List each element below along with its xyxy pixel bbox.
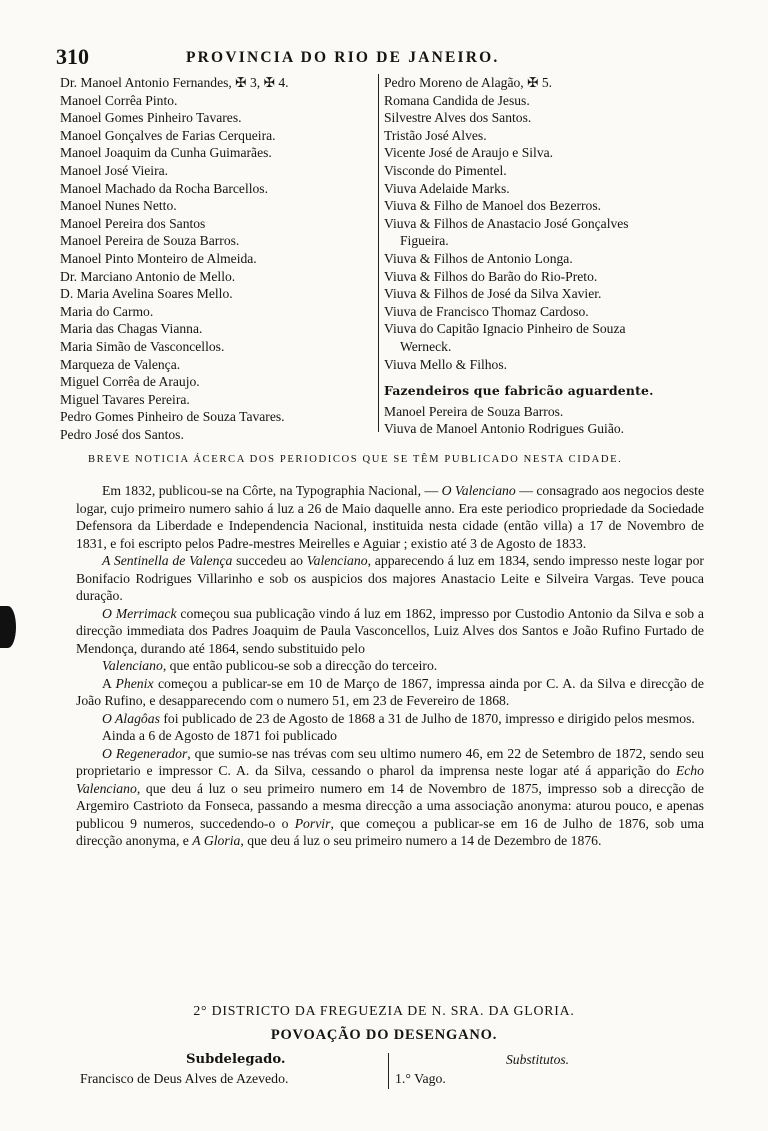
substituto-item: 1.° Vago.: [395, 1071, 446, 1086]
list-item: Viuva & Filhos de José da Silva Xavier.: [384, 286, 602, 302]
paragraph: [76, 727, 704, 745]
list-item-continuation: Figueira.: [400, 233, 449, 249]
text-run: A: [102, 675, 116, 691]
subdelegado-name: Francisco de Deus Alves de Azevedo.: [80, 1071, 289, 1086]
paragraph: [76, 710, 704, 728]
list-item: Manoel Pereira de Souza Barros.: [384, 403, 564, 419]
list-item: Viuva do Capitão Ignacio Pinheiro de Souza: [384, 321, 626, 337]
text-run: , apparecendo á luz em 1834, sendo impresso neste logar por Bonifacio Rodrigues Villarinho e sob os auspicios dos majores Anastacio Leite e Silveira Vargas. Teve pouca duração.: [76, 553, 704, 603]
periodical-title: O Regenerador: [102, 745, 188, 761]
list-item: Manoel Pinto Monteiro de Almeida.: [60, 250, 257, 266]
list-item: Manoel Gonçalves de Farias Cerqueira.: [60, 127, 276, 143]
list-item: Visconde do Pimentel.: [384, 162, 507, 178]
list-item: Pedro Gomes Pinheiro de Souza Tavares.: [60, 409, 285, 425]
subdelegado-label: Subdelegado.: [186, 1052, 286, 1067]
settlement-heading: POVOAÇÃO DO DESENGANO.: [270, 1027, 498, 1043]
list-item: Maria Simão de Vasconcellos.: [60, 338, 225, 354]
periodical-title: A Gloria: [192, 833, 241, 848]
text-run: foi publicado de 23 de Agosto de 1868 a 31 de Julho de 1870, impresso e dirigido pelos mesmos.: [159, 710, 695, 726]
periodical-title: Valenciano: [306, 553, 368, 568]
text-run: , que sumio-se nas trévas com seu ultimo numero 46, em 22 de Setembro de 1872, sendo seu proprietario e impressor C. A. da Silva, cessando o pharol da imprensa neste logar até á apparição do: [76, 745, 704, 778]
list-item: Manoel Gomes Pinheiro Tavares.: [60, 110, 242, 126]
body-text: [76, 482, 704, 850]
list-item: Romana Candida de Jesus.: [384, 92, 530, 108]
page-title: PROVINCIA DO RIO DE JANEIRO.: [186, 49, 500, 66]
text-run: , que então publicou-se sob a direcção do terceiro.: [162, 658, 438, 673]
district-heading: 2° DISTRICTO DA FREGUEZIA DE N. SRA. DA GLORIA.: [193, 1003, 575, 1018]
text-run: , que começou a publicar-se em 16 de Julho de 1876, sob uma direcção anonyma, e: [76, 815, 704, 848]
list-item: Manoel Pereira dos Santos: [60, 215, 206, 231]
list-item: D. Maria Avelina Soares Mello.: [60, 286, 233, 302]
list-item: Dr. Manoel Antonio Fernandes, ✠ 3, ✠ 4.: [60, 75, 289, 90]
periodical-title: Valenciano: [102, 658, 163, 673]
list-item: Viuva & Filhos do Barão do Rio-Preto.: [384, 268, 598, 284]
text-run: Ainda a 6 de Agosto de 1871 foi publicado: [102, 728, 337, 743]
periodical-title: Echo Valenciano: [76, 763, 704, 796]
paragraph: [76, 605, 704, 658]
text-run: , que deu á luz o seu primeiro numero a 14 de Dezembro de 1876.: [240, 833, 602, 848]
list-item: Viuva Adelaide Marks.: [384, 180, 510, 196]
list-item: Vicente José de Araujo e Silva.: [384, 145, 554, 161]
list-item: Miguel Tavares Pereira.: [60, 391, 190, 407]
list-item: Manoel José Vieira.: [60, 162, 169, 178]
column-divider: [388, 1053, 389, 1089]
list-item: Viuva de Francisco Thomaz Cardoso.: [384, 303, 589, 319]
list-item: Pedro Moreno de Alagão, ✠ 5.: [384, 75, 553, 90]
section-heading: BREVE NOTICIA ÁCERCA DOS PERIODICOS QUE SE TÊM PUBLICADO NESTA CIDADE.: [88, 454, 623, 465]
paragraph: [76, 745, 704, 850]
list-item: Viuva de Manoel Antonio Rodrigues Guião.: [384, 421, 625, 437]
substitutos-label: Substitutos.: [506, 1052, 570, 1067]
list-item: Maria das Chagas Vianna.: [60, 321, 203, 337]
list-item: Manoel Pereira de Souza Barros.: [60, 233, 240, 249]
periodical-title: Porvir: [294, 815, 331, 831]
list-item: Viuva & Filhos de Anastacio José Gonçalves: [384, 215, 629, 231]
list-item: Silvestre Alves dos Santos.: [384, 110, 532, 126]
periodical-title: O Merrimack: [102, 605, 177, 621]
text-run: — consagrado aos negocios deste logar, cujo primeiro numero sahio á luz a 26 de Maio daquelle anno. Era este periodico propriedade da Sociedade Defensora da Liberdade e Independencia Nacional, instituida nesta cidade (então villa) a 17 de Novembro de 1831, e foi escripto pelos Padre-mestres Meirelles e Aguiar ; existio até 3 de Agosto de 1833.: [76, 483, 705, 551]
list-item: Marqueza de Valença.: [60, 356, 181, 372]
list-subheading: Fazendeiros que fabricão aguardente.: [384, 383, 654, 399]
text-run: começou sua publicação vindo á luz em 1862, impresso por Custodio Antonio da Silva e sob a direcção immediata dos Padres Joaquim de Paula Vasconcellos, Luiz Alves dos Santos e João Rufino Furtado de Mendonça, durando até 1864, sendo substituido pelo: [76, 605, 705, 656]
list-item: Manoel Machado da Rocha Barcellos.: [60, 180, 268, 196]
text-run: succedeu ao: [232, 553, 307, 568]
paragraph: [76, 482, 704, 552]
list-item: Manoel Corrêa Pinto.: [60, 92, 178, 108]
periodical-title: O Valenciano: [441, 483, 516, 498]
list-item: Viuva Mello & Filhos.: [384, 356, 508, 372]
periodical-title: O Alagôas: [102, 710, 160, 726]
list-item: Viuva & Filhos de Antonio Longa.: [384, 250, 573, 266]
list-item-continuation: Werneck.: [400, 338, 452, 354]
binding-shadow: [0, 606, 16, 648]
paragraph: [76, 675, 704, 710]
periodical-title: Phenix: [115, 675, 154, 691]
text-run: , que deu á luz o seu primeiro numero em 14 de Novembro de 1875, impresso sob a direcção de Argemiro Castrioto da Fonseca, passando a mesma direcção a uma associação anonyma: aturou pouco, e apenas publicou 9 numeros, succedendo-o o: [76, 780, 704, 831]
page-number: 310: [56, 44, 89, 69]
list-item: Pedro José dos Santos.: [60, 426, 184, 442]
text-run: começou a publicar-se em 10 de Março de 1867, impressa ainda por C. A. da Silva e direcção de João Rufino, e desapparecendo com o numero 51, em 23 de Fevereiro de 1868.: [76, 675, 704, 708]
periodical-title: A Sentinella de Valença: [102, 553, 233, 568]
list-item: Miguel Corrêa de Araujo.: [60, 374, 200, 390]
column-divider: [378, 74, 379, 432]
left-name-column: [60, 74, 376, 443]
list-item: Dr. Marciano Antonio de Mello.: [60, 268, 236, 284]
list-item: Manoel Nunes Netto.: [60, 198, 177, 214]
text-run: Em 1832, publicou-se na Côrte, na Typographia Nacional, —: [102, 483, 442, 498]
list-item: Tristão José Alves.: [384, 127, 487, 143]
list-item: Viuva & Filho de Manoel dos Bezerros.: [384, 198, 602, 214]
list-item: Maria do Carmo.: [60, 303, 154, 319]
right-name-column: [384, 74, 704, 438]
list-item: Manoel Joaquim da Cunha Guimarães.: [60, 145, 272, 161]
paragraph: [76, 552, 704, 605]
paragraph: [76, 657, 704, 675]
